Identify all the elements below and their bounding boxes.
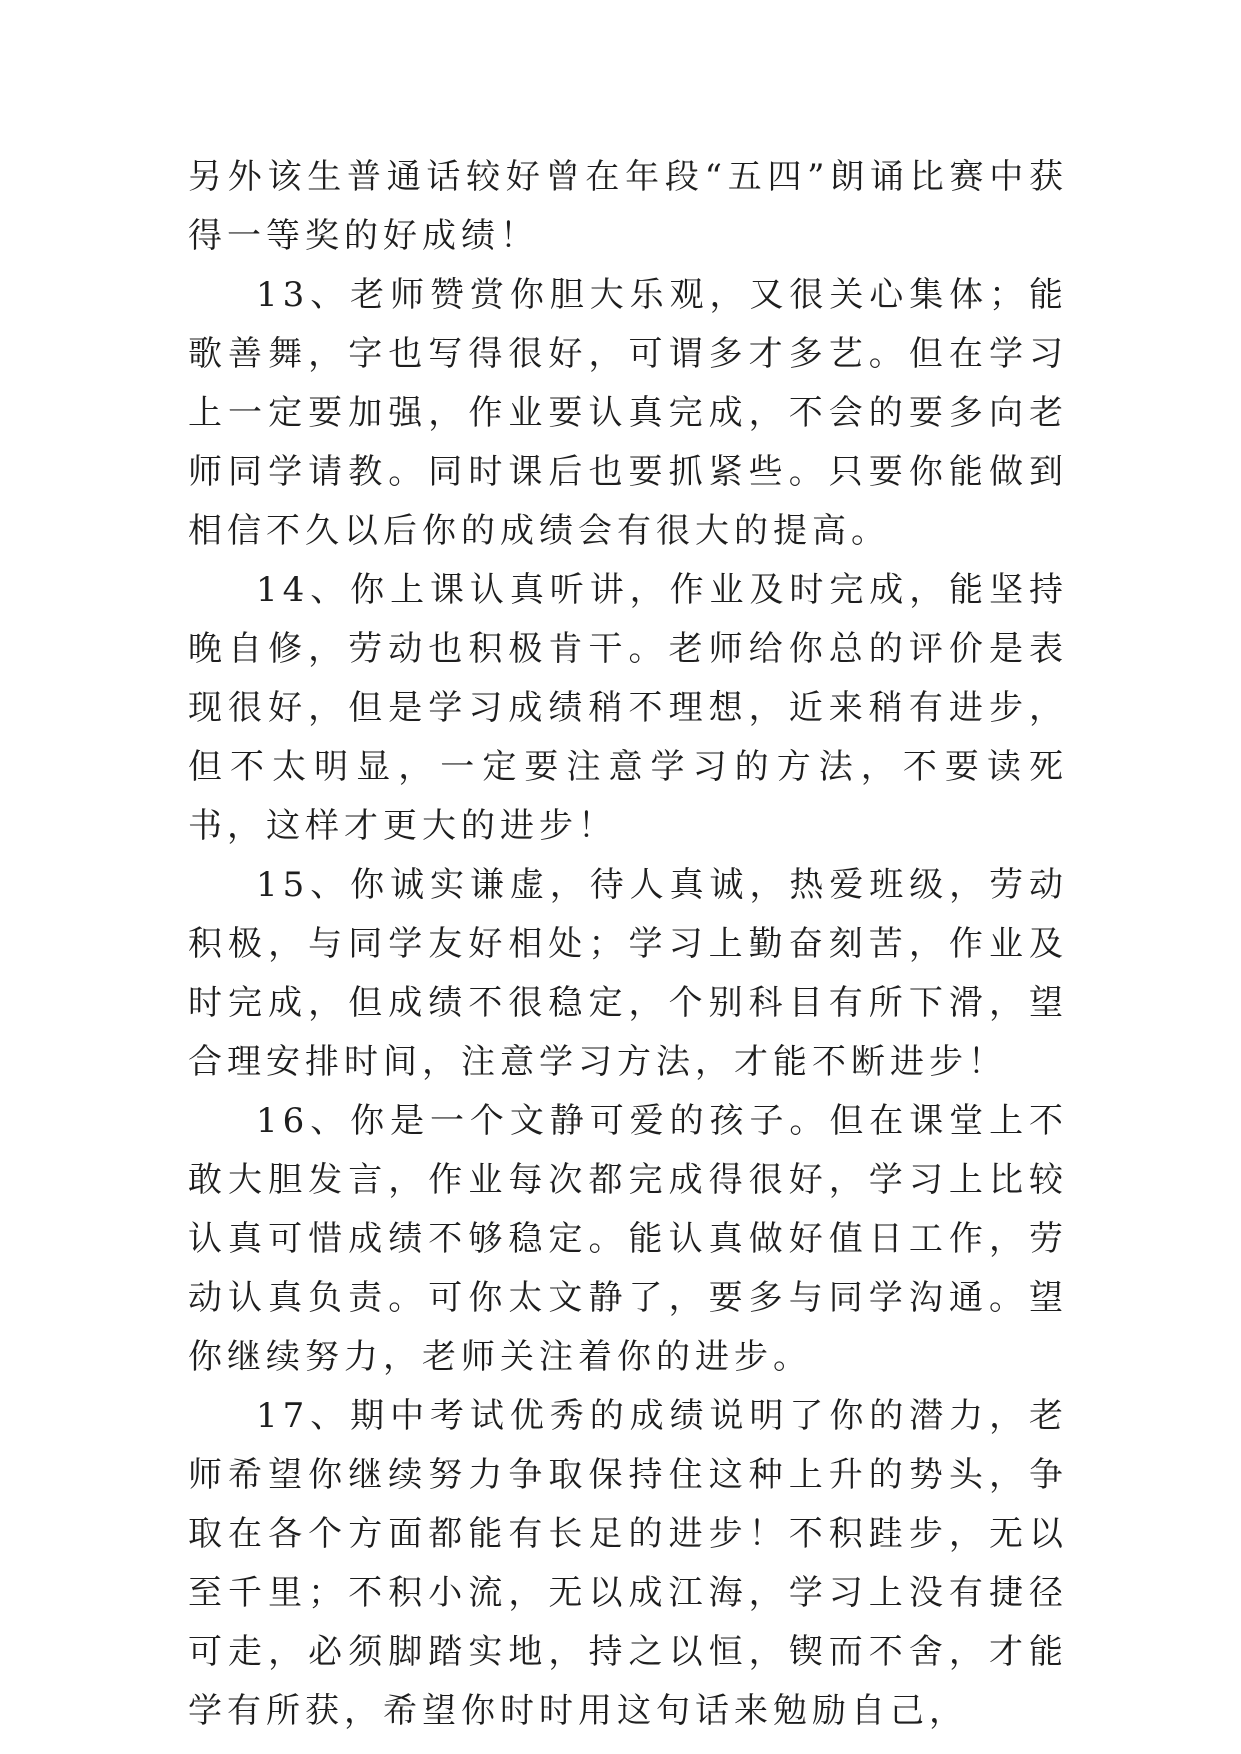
- paragraph-15: 15、你诚实谦虚，待人真诚，热爱班级，劳动积极，与同学友好相处；学习上勤奋刻苦，作业及时完成，但成绩不很稳定，个别科目有所下滑，望合理安排时间，注意学习方法，才能不断进步！: [188, 865, 1068, 1082]
- paragraph-13: 13、老师赞赏你胆大乐观，又很关心集体；能歌善舞，字也写得很好，可谓多才多艺。但在学习上一定要加强，作业要认真完成，不会的要多向老师同学请教。同时课后也要抓紧些。只要你能做到相信不久以后你的成绩会有很大的提高。: [188, 275, 1068, 551]
- document-body: [188, 148, 1068, 1741]
- paragraph-17: 17、期中考试优秀的成绩说明了你的潜力，老师希望你继续努力争取保持住这种上升的势头，争取在各个方面都能有长足的进步！不积跬步，无以至千里；不积小流，无以成江海，学习上没有捷径可走，必须脚踏实地，持之以恒，锲而不舍，才能学有所获，希望你时时用这句话来勉励自己，: [188, 1396, 1068, 1731]
- paragraph-14: 14、你上课认真听讲，作业及时完成，能坚持晚自修，劳动也积极肯干。老师给你总的评价是表现很好，但是学习成绩稍不理想，近来稍有进步，但不太明显，一定要注意学习的方法，不要读死书，这样才更大的进步！: [188, 570, 1068, 846]
- paragraph-continuation: 另外该生普通话较好曾在年段“五四”朗诵比赛中获得一等奖的好成绩！: [188, 157, 1068, 256]
- paragraph-16: 16、你是一个文静可爱的孩子。但在课堂上不敢大胆发言，作业每次都完成得很好，学习上比较认真可惜成绩不够稳定。能认真做好值日工作，劳动认真负责。可你太文静了，要多与同学沟通。望你继续努力，老师关注着你的进步。: [188, 1101, 1068, 1377]
